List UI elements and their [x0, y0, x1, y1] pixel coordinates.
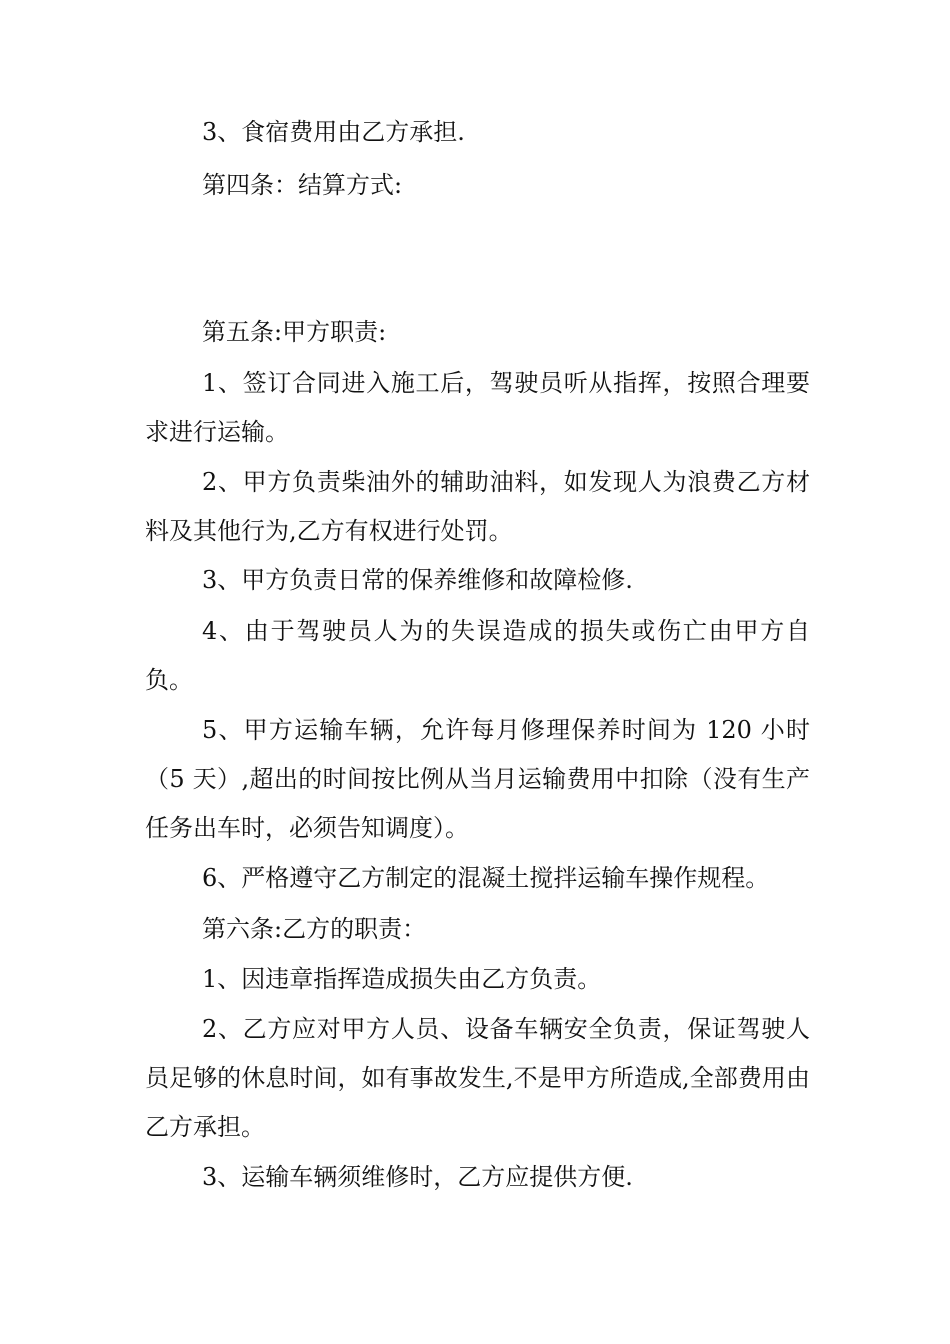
party-a-duty-5: 5、甲方运输车辆，允许每月修理保养时间为 120 小时（5 天）,超出的时间按比例从当月运输费用中扣除（没有生产任务出车时，必须告知调度）。 — [145, 716, 810, 842]
article-6-heading: 第六条:乙方的职责： — [202, 915, 427, 943]
article-4-heading: 第四条：结算方式: — [202, 171, 403, 199]
party-b-duty-2: 2、乙方应对甲方人员、设备车辆安全负责，保证驾驶人员足够的休息时间，如有事故发生,不是甲方所造成,全部费用由乙方承担。 — [145, 1015, 810, 1141]
party-a-duty-6: 6、严格遵守乙方制定的混凝土搅拌运输车操作规程。 — [202, 864, 770, 892]
party-b-duty-3: 3、运输车辆须维修时，乙方应提供方便. — [202, 1163, 633, 1191]
party-a-duty-3: 3、甲方负责日常的保养维修和故障检修. — [202, 566, 633, 594]
article-5-heading: 第五条:甲方职责: — [202, 318, 387, 346]
party-b-duty-1: 1、因违章指挥造成损失由乙方负责。 — [202, 965, 602, 993]
party-a-duty-1: 1、签订合同进入施工后，驾驶员听从指挥，按照合理要求进行运输。 — [145, 369, 810, 446]
party-a-duty-2: 2、甲方负责柴油外的辅助油料，如发现人为浪费乙方材料及其他行为,乙方有权进行处罚。 — [145, 468, 810, 545]
party-a-duty-4: 4、由于驾驶员人为的失误造成的损失或伤亡由甲方自负。 — [145, 617, 810, 694]
clause-3-meals-lodging: 3、食宿费用由乙方承担. — [202, 118, 465, 146]
